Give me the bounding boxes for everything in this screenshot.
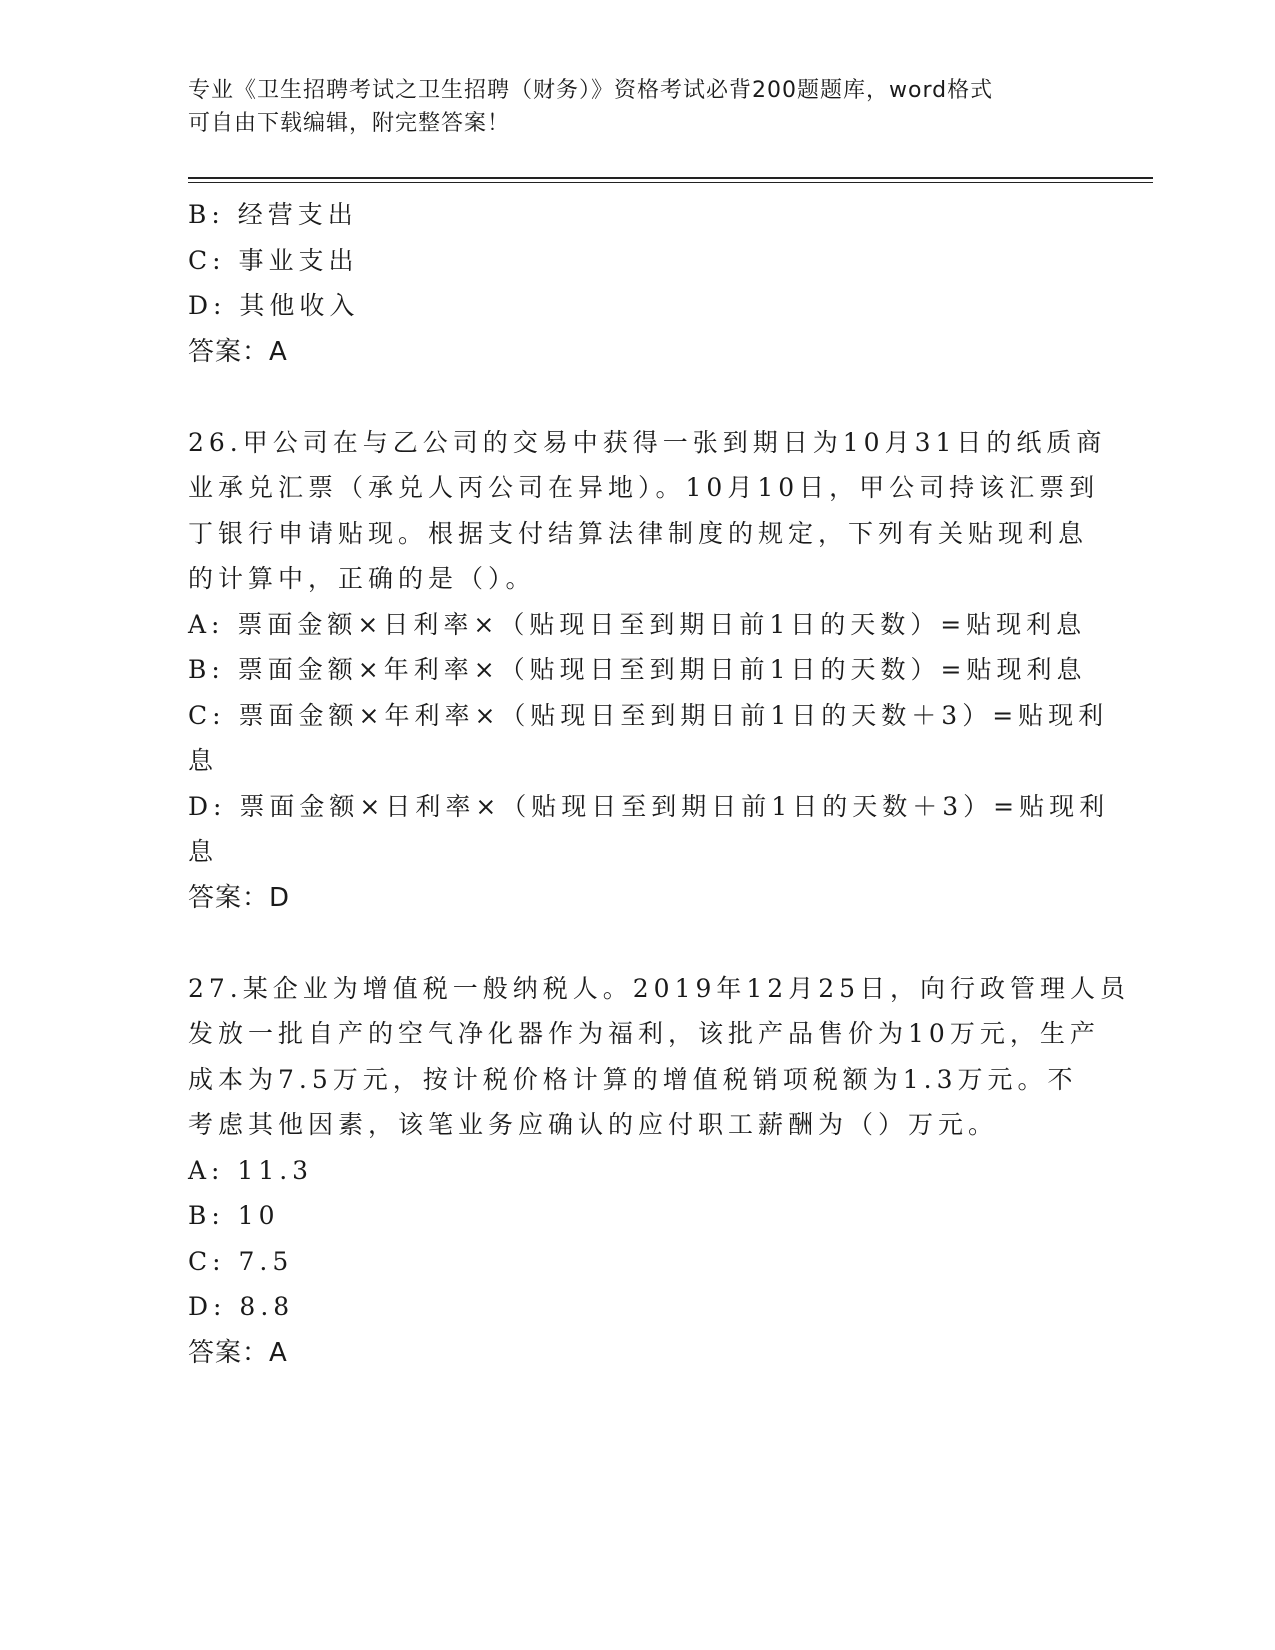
header-title-line-1: 专业《卫生招聘考试之卫生招聘（财务）》资格考试必背200题题库，word格式 — [188, 78, 994, 103]
q27-stem-line: 成本为7.5万元，按计税价格计算的增值税销项税额为1.3万元。不 — [188, 1064, 1078, 1094]
question-gap — [188, 921, 1088, 966]
question-27-block — [188, 966, 1131, 1376]
header-divider-thin — [188, 182, 1153, 183]
q26-stem-line: 26.甲公司在与乙公司的交易中获得一张到期日为10月31日的纸质商 — [188, 427, 1107, 457]
question-gap — [188, 375, 1088, 420]
q26-stem-line: 业承兑汇票（承兑人丙公司在异地）。10月10日，甲公司持该汇票到 — [188, 473, 1100, 502]
header-title-line-2: 可自由下载编辑，附完整答案！ — [188, 111, 511, 136]
q25-option-b: B: 经营支出 — [188, 200, 358, 229]
q26-stem-line: 的计算中，正确的是（）。 — [188, 564, 536, 593]
q26-option-d-continued: 息 — [188, 837, 219, 866]
question-25-block — [188, 192, 1088, 375]
page-header — [188, 74, 1068, 140]
q26-option-b: B: 票面金额×年利率×（贴现日至到期日前1日的天数）=贴现利息 — [188, 655, 1087, 684]
question-content — [188, 192, 1131, 1376]
q25-option-c: C: 事业支出 — [188, 245, 359, 275]
q25-answer: 答案：A — [188, 336, 288, 367]
q27-stem-line: 27.某企业为增值税一般纳税人。2019年12月25日，向行政管理人员 — [188, 973, 1131, 1003]
q27-option-d: D: 8.8 — [188, 1292, 295, 1321]
q26-stem-line: 丁银行申请贴现。根据支付结算法律制度的规定，下列有关贴现利息 — [188, 518, 1089, 548]
q27-stem-line: 发放一批自产的空气净化器作为福利，该批产品售价为10万元，生产 — [188, 1019, 1100, 1048]
q26-option-d: D: 票面金额×日利率×（贴现日至到期日前1日的天数＋3）=贴现利 — [188, 791, 1110, 821]
q27-option-a: A: 11.3 — [188, 1155, 314, 1185]
q26-option-a: A: 票面金额×日利率×（贴现日至到期日前1日的天数）=贴现利息 — [188, 609, 1087, 639]
q27-option-c: C: 7.5 — [188, 1246, 294, 1276]
q26-option-c: C: 票面金额×年利率×（贴现日至到期日前1日的天数＋3）=贴现利 — [188, 700, 1109, 730]
q27-answer: 答案：A — [188, 1337, 288, 1368]
q26-option-c-continued: 息 — [188, 746, 219, 775]
header-divider-thick — [188, 177, 1153, 179]
question-26-block — [188, 420, 1110, 921]
q27-stem-line: 考虑其他因素，该笔业务应确认的应付职工薪酬为（）万元。 — [188, 1110, 999, 1139]
q26-answer: 答案：D — [188, 882, 291, 913]
q27-option-b: B: 10 — [188, 1201, 280, 1230]
q25-option-d: D: 其他收入 — [188, 291, 360, 320]
